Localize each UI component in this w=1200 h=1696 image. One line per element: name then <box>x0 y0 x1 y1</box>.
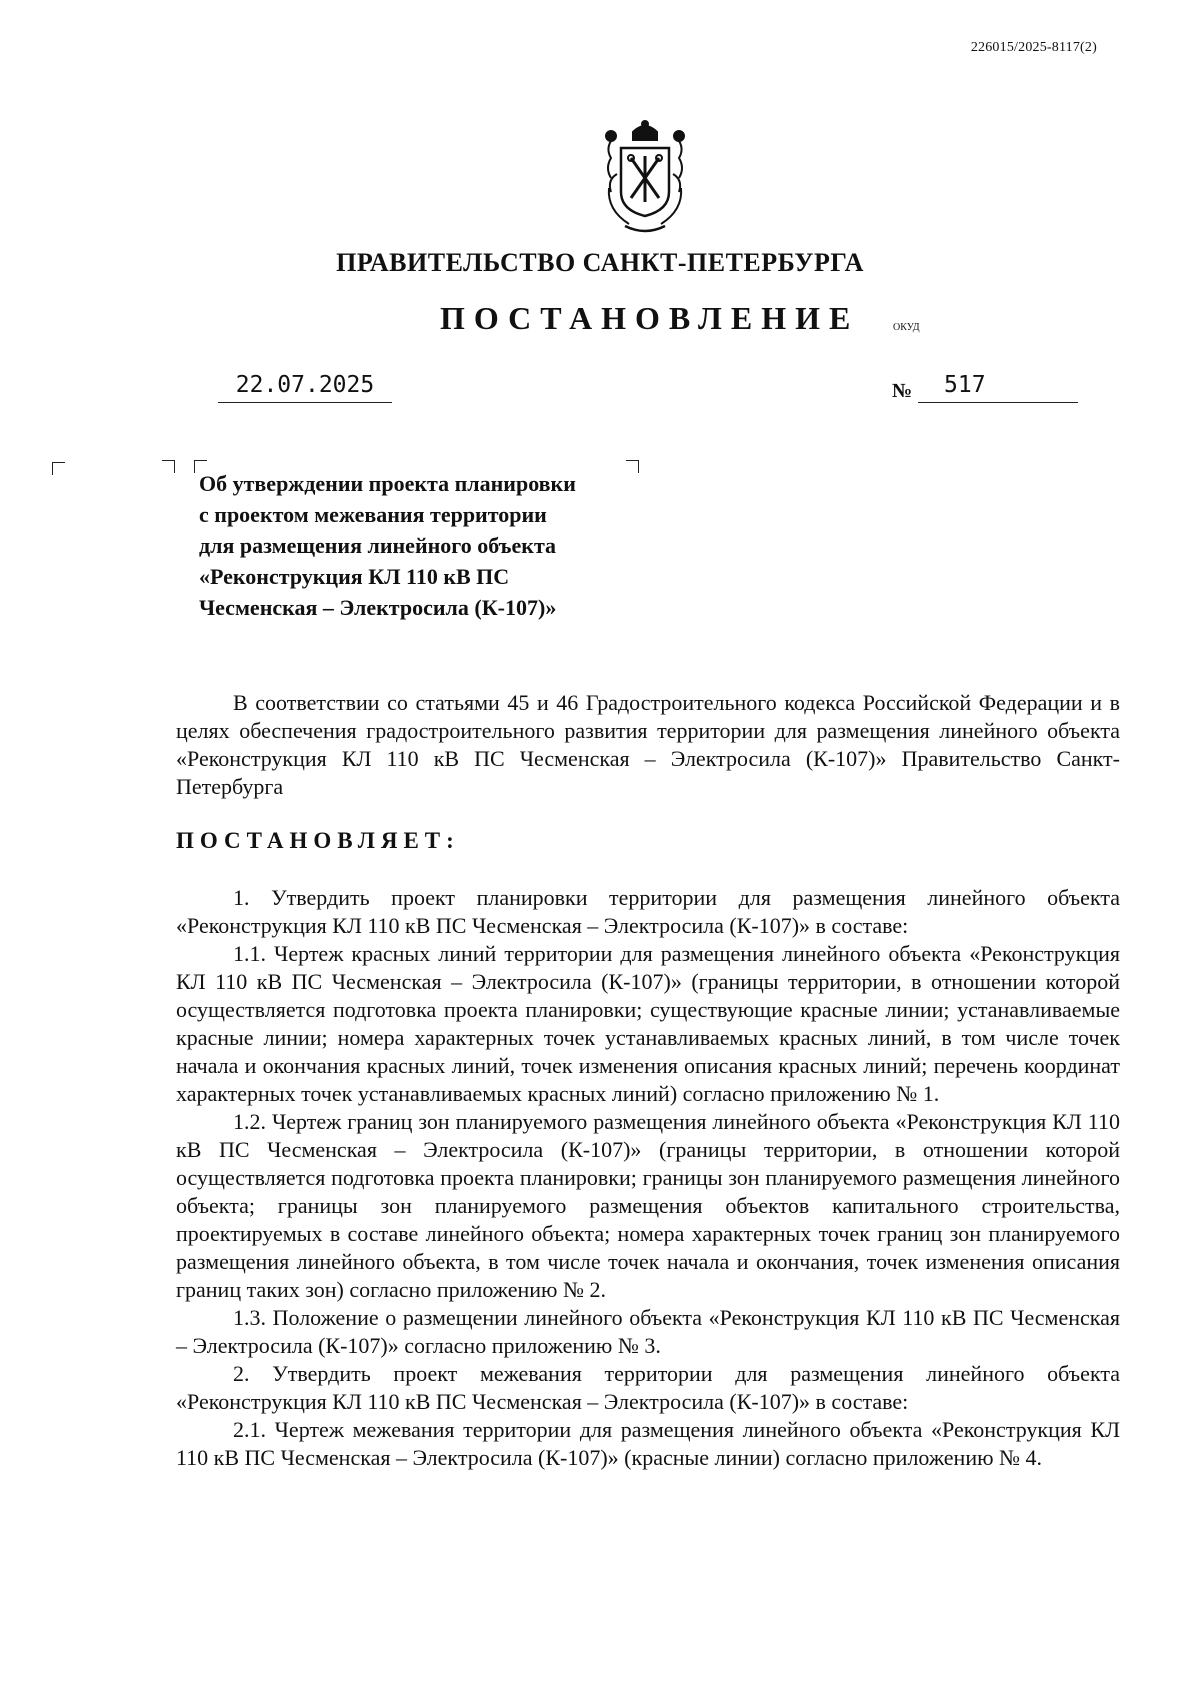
coat-of-arms-emblem <box>595 118 695 238</box>
title-line: Чесменская – Электросила (К-107)» <box>199 595 557 620</box>
paragraph-1: 1. Утвердить проект планировки территории для размещения линейного объекта «Реконструкция КЛ 110 кВ ПС Чесменская – Электросила (К-107)» в составе: <box>176 885 1120 938</box>
number-underline <box>918 402 1078 403</box>
date-underline <box>218 402 392 403</box>
decree-body <box>176 884 1120 1472</box>
paragraph-1-1: 1.1. Чертеж красных линий территории для размещения линейного объекта «Реконструкция КЛ 110 кВ ПС Чесменская – Электросила (К-107)» (границы территории, в отношении которой осуществляется подготовка проекта планировки; существующие красные линии; устанавливаемые красные линии; номера характерных точек устанавливаемых красных линий, в том числе точек начала и окончания красных линий, точек изменения описания красных линий; перечень координат характерных точек устанавливаемых красных линий) согласно приложению № 1. <box>176 941 1120 1106</box>
paragraph-2-1: 2.1. Чертеж межевания территории для размещения линейного объекта «Реконструкция КЛ 110 кВ ПС Чесменская – Электросила (К-107)» (красные линии) согласно приложению № 4. <box>176 1417 1120 1470</box>
title-line: для размещения линейного объекта <box>199 533 557 558</box>
paragraph-1-3: 1.3. Положение о размещении линейного объекта «Реконструкция КЛ 110 кВ ПС Чесменская – Электросила (К-107)» согласно приложению № 3. <box>176 1305 1120 1358</box>
decree-number: 517 <box>944 372 986 398</box>
title-line: с проектом межевания территории <box>199 502 547 527</box>
government-name: ПРАВИТЕЛЬСТВО САНКТ-ПЕТЕРБУРГА <box>336 248 864 277</box>
bracket-corner <box>52 462 65 475</box>
preamble-paragraph: В соответствии со статьями 45 и 46 Градостроительного кодекса Российской Федерации и в целях обеспечения градостроительного развития территории для размещения линейного объекта «Реконструкция КЛ 110 кВ ПС Чесменская – Электросила (К-107)» Правительство Санкт-Петербурга <box>176 690 1120 799</box>
decree-title <box>199 468 576 623</box>
decree-date: 22.07.2025 <box>235 372 375 398</box>
registration-number: 226015/2025-8117(2) <box>970 40 1097 55</box>
okud-label: ОКУД <box>893 322 920 333</box>
title-line: Об утверждении проекта планировки <box>199 471 576 496</box>
document-type: ПОСТАНОВЛЕНИЕ <box>440 300 860 336</box>
bracket-corner <box>626 460 639 473</box>
paragraph-1-2: 1.2. Чертеж границ зон планируемого размещения линейного объекта «Реконструкция КЛ 110 кВ ПС Чесменская – Электросила (К-107)» (границы территории, в отношении которой осуществляется подготовка проекта планировки; границы зон планируемого размещения линейного объекта; границы зон планируемого размещения объектов капитального строительства, проектируемых в составе линейного объекта; номера характерных точек границ зон планируемого размещения линейного объекта, в том числе точек начала и окончания, точек изменения описания границ таких зон) согласно приложению № 2. <box>176 1109 1120 1302</box>
title-line: «Реконструкция КЛ 110 кВ ПС <box>199 564 510 589</box>
bracket-corner <box>162 460 175 473</box>
decides-heading: ПОСТАНОВЛЯЕТ: <box>176 828 460 853</box>
preamble-block <box>176 689 1120 801</box>
paragraph-2: 2. Утвердить проект межевания территории для размещения линейного объекта «Реконструкция КЛ 110 кВ ПС Чесменская – Электросила (К-107)» в составе: <box>176 1361 1120 1414</box>
number-sign: № <box>892 380 913 402</box>
